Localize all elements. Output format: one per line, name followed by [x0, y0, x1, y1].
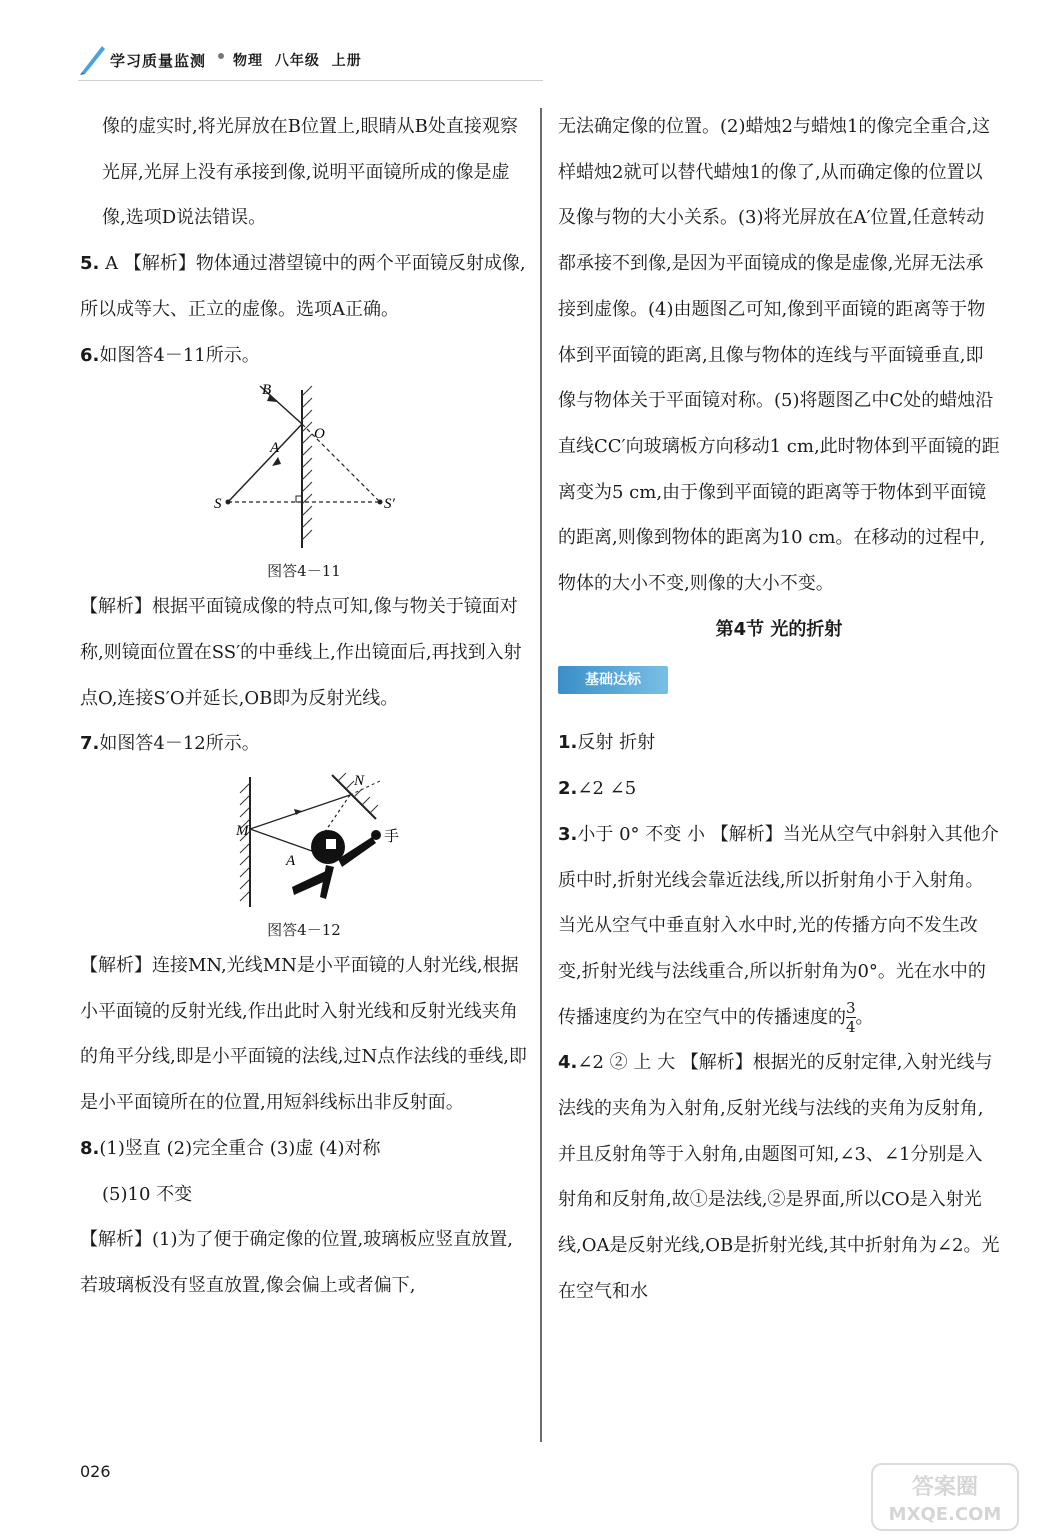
answer-text: 反射 折射	[577, 732, 656, 754]
right-column	[558, 104, 1000, 1315]
label-o: O	[314, 426, 325, 443]
figure-caption: 图答4－11	[267, 562, 341, 581]
label-m: M	[236, 823, 249, 840]
answer-number: 8.	[80, 1137, 100, 1159]
page-number: 026	[80, 1462, 111, 1481]
figure-caption: 图答4－12	[267, 921, 341, 940]
label-b: B	[262, 382, 272, 399]
label-a: A	[270, 440, 280, 457]
answer-text: 如图答4－12所示。	[99, 733, 260, 755]
fraction	[846, 999, 856, 1036]
analysis-8-continued: 无法确定像的位置。(2)蜡烛2与蜡烛1的像完全重合,这样蜡烛2就可以替代蜡烛1的像了,从而确定像的位置以及像与物的大小关系。(3)将光屏放在A′位置,任意转动都承接不到像,是因为平面镜成的像是虚像,光屏无法承接到虚像。(4)由题图乙可知,像到平面镜的距离等于物体到平面镜的距离,且像与物体的连线与平面镜垂直,即像与物体关于平面镜对称。(5)将题图乙中C处的蜡烛沿直线CC′向玻璃板方向移动1 cm,此时物体到平面镜的距离变为5 cm,由于像到平面镜的距离等于物体到平面镜的距离,则像到物体的距离为10 cm。在移动的过程中,物体的大小不变,则像的大小不变。	[558, 116, 1000, 595]
fraction-numerator: 3	[846, 999, 856, 1018]
fraction-denominator: 4	[846, 1018, 856, 1037]
answer-8-line2: (5)10 不变	[102, 1183, 193, 1205]
answer-end: 。	[855, 1006, 874, 1028]
section-badge: 基础达标	[558, 666, 668, 694]
book-meta: 物理 八年级 上册	[233, 53, 362, 69]
answer-5	[80, 241, 528, 332]
answer-number: 4.	[558, 1052, 578, 1074]
header-rule	[78, 80, 543, 81]
label-n: N	[354, 773, 365, 790]
label-s: S	[214, 496, 222, 513]
label-a: A	[286, 853, 296, 870]
answer-text: ∠2 ∠5	[577, 778, 637, 800]
brand-title: 学习质量监测	[110, 52, 207, 70]
answer-number: 2.	[558, 778, 578, 800]
analysis-8: 【解析】(1)为了便于确定像的位置,玻璃板应竖直放置,若玻璃板没有竖直放置,像会偏上或者偏下,	[80, 1229, 513, 1296]
periscope-hand-diagram	[80, 767, 528, 917]
separator-dot	[218, 53, 224, 59]
answer-2	[558, 766, 1000, 812]
answer-4	[558, 1040, 1000, 1314]
watermark-logo	[870, 1462, 1020, 1532]
answer-number: 3.	[558, 823, 578, 845]
svg-text:答案圈: 答案圈	[911, 1475, 979, 1500]
answer-text: ∠2 ② 上 大 【解析】根据光的反射定律,入射光线与法线的夹角为入射角,反射光线与法线的夹角为反射角,并且反射角等于入射角,由题图可知,∠3、∠1分别是入射角和反射角,故①是法线,②是界面,所以CO是入射光线,OA是反射光线,OB是折射光线,其中折射角为∠2。光在空气和水	[558, 1052, 1000, 1302]
analysis-6: 【解析】根据平面镜成像的特点可知,像与物关于镜面对称,则镜面位置在SS′的中垂线上,作出镜面后,再找到入射点O,连接S′O并延长,OB即为反射光线。	[80, 596, 522, 709]
answer-7	[80, 721, 528, 767]
answer-3	[558, 812, 1000, 1041]
answer-number: 7.	[80, 733, 100, 755]
left-column	[80, 104, 528, 1309]
figure-4-11	[80, 378, 528, 558]
svg-text:MXQE.COM: MXQE.COM	[888, 1504, 1002, 1525]
analysis-7: 【解析】连接MN,光线MN是小平面镜的人射光线,根据小平面镜的反射光线,作出此时入射光线和反射光线夹角的角平分线,即是小平面镜的法线,过N点作法线的垂线,即是小平面镜所在的位置,用短斜线标出非反射面。	[80, 955, 527, 1114]
answer-1	[558, 720, 1000, 766]
answer-text: A 【解析】物体通过潜望镜中的两个平面镜反射成像,所以成等大、正立的虚像。选项A正确。	[80, 253, 526, 320]
answer-number: 5.	[80, 253, 100, 275]
mirror-reflection-diagram	[80, 378, 528, 558]
answer-text: 小于 0° 不变 小 【解析】当光从空气中斜射入其他介质中时,折射光线会靠近法线,所以折射角小于入射角。当光从空气中垂直射入水中时,光的传播方向不发生改变,折射光线与法线重合,所以折射角为0°。光在水中的传播速度约为在空气中的传播速度的	[558, 823, 999, 1028]
page-header	[78, 40, 578, 90]
answer-number: 1.	[558, 732, 578, 754]
answer-8	[80, 1126, 528, 1172]
column-divider	[540, 108, 542, 1442]
answer-text: 如图答4－11所示。	[99, 344, 260, 366]
answer-6	[80, 333, 528, 379]
section-title: 第4节 光的折射	[715, 618, 843, 640]
label-s-prime: S′	[384, 496, 395, 513]
answer-text: (1)竖直 (2)完全重合 (3)虚 (4)对称	[99, 1137, 381, 1159]
paragraph-continuation: 像的虚实时,将光屏放在B位置上,眼睛从B处直接观察光屏,光屏上没有承接到像,说明平面镜所成的像是虚像,选项D说法错误。	[102, 116, 518, 229]
pen-icon	[78, 42, 108, 76]
label-hand: 手	[384, 827, 400, 846]
answer-number: 6.	[80, 344, 100, 366]
figure-4-12	[80, 767, 528, 917]
